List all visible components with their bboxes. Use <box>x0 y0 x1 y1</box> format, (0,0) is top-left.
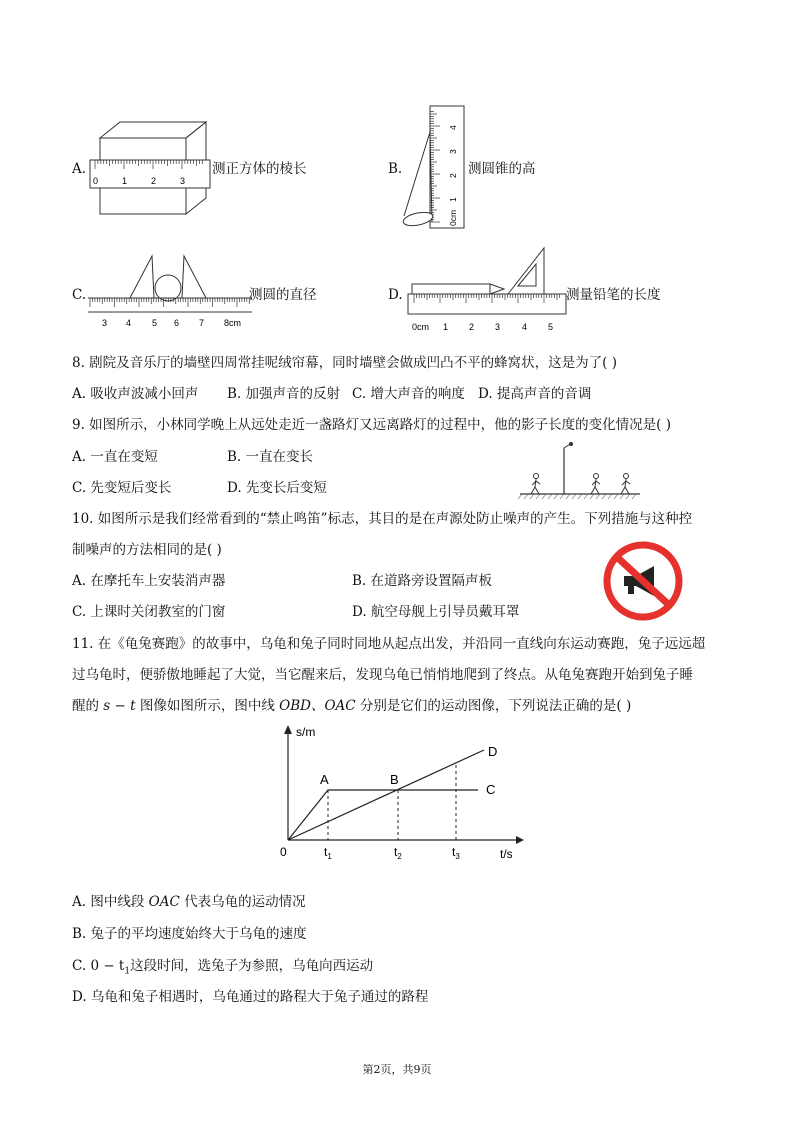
q7-option-a-caption: 测正方体的棱长 <box>212 161 307 177</box>
q7-d-tick-0: 0cm <box>412 322 430 332</box>
q7-b-tick-1: 1 <box>448 197 458 202</box>
graph-point-b: B <box>390 772 399 787</box>
q7-d-tick-5: 5 <box>548 322 554 332</box>
graph-tick-t1: $t_1$ <box>324 845 332 861</box>
q7-c-tick-4: 7 <box>199 318 205 328</box>
q11-stem-line3-part-c: 分别是它们的运动图像，下列说法正确的是( ) <box>359 698 632 714</box>
q10-stem-line2: 制噪声的方法相同的是( ) <box>72 542 222 558</box>
q8-option-d: D. 提高声音的音调 <box>478 386 592 402</box>
q7-d-tick-2: 2 <box>469 322 475 332</box>
q11-option-a-math: OAC <box>148 894 180 910</box>
q11-st-graph <box>270 722 526 868</box>
q10-option-a: A. 在摩托车上安装消声器 <box>72 573 226 589</box>
q7-b-tick-2: 2 <box>448 173 458 178</box>
q11-option-c-part2: 这段时间，选兔子为参照，乌龟向西运动 <box>130 958 374 974</box>
q11-stem-line3-part-a: 醒的 <box>72 698 99 714</box>
q10-option-b: B. 在道路旁设置隔声板 <box>352 573 493 589</box>
q7-a-tick-2: 2 <box>151 176 157 186</box>
q7-option-d-caption: 测量铅笔的长度 <box>566 287 661 303</box>
graph-xlabel: t/s <box>500 847 513 861</box>
q11-option-a-part1: A. 图中线段 <box>72 894 145 910</box>
line-obd <box>288 750 484 840</box>
q11-stem-math-lines: OBD、OAC <box>279 698 356 714</box>
q7-option-d-letter: D. <box>388 287 403 303</box>
q7-d-tick-1: 1 <box>443 322 449 332</box>
graph-origin: 0 <box>280 845 287 859</box>
q7-b-tick-3: 3 <box>448 149 458 154</box>
q7-b-tick-4: 4 <box>448 125 458 130</box>
q11-stem-math-st: s − t <box>103 698 136 714</box>
q9-option-a: A. 一直在变短 <box>72 449 158 465</box>
walker-figure-1 <box>531 474 540 495</box>
q7-c-tick-1: 4 <box>126 318 132 328</box>
q7-c-circle-ruler-figure <box>86 248 254 334</box>
q7-c-tick-3: 6 <box>174 318 180 328</box>
q11-option-c <box>72 957 373 981</box>
q11-option-b: B. 兔子的平均速度始终大于乌龟的速度 <box>72 926 307 942</box>
walker-figure-2 <box>591 474 600 495</box>
q7-d-pencil-ruler-figure <box>404 246 570 336</box>
q7-a-tick-1: 1 <box>122 176 128 186</box>
q7-option-c-caption: 测圆的直径 <box>249 287 317 303</box>
q11-option-a-part2: 代表乌龟的运动情况 <box>184 894 306 910</box>
graph-point-a: A <box>320 772 329 787</box>
q10-option-d: D. 航空母舰上引导员戴耳罩 <box>352 604 520 620</box>
q7-c-tick-2: 5 <box>152 318 158 328</box>
q9-option-b: B. 一直在变长 <box>227 449 314 465</box>
graph-point-d: D <box>488 744 498 759</box>
q7-option-c-letter: C. <box>72 287 87 303</box>
q7-a-tick-3: 3 <box>180 176 186 186</box>
q7-b-cone-ruler-figure <box>398 104 468 232</box>
graph-point-c: C <box>486 782 496 797</box>
graph-tick-t2: $t_2$ <box>394 845 402 861</box>
q8-option-a: A. 吸收声波减小回声 <box>72 386 199 402</box>
q11-stem-line3 <box>72 697 631 715</box>
q7-option-b-letter: B. <box>388 161 403 177</box>
graph-ylabel: s/m <box>296 725 316 739</box>
q8-option-c: C. 增大声音的响度 <box>352 386 465 402</box>
q7-d-tick-4: 4 <box>522 322 528 332</box>
page-footer: 第2页，共9页 <box>362 1063 432 1076</box>
q8-stem: 8. 剧院及音乐厅的墙壁四周常挂呢绒帘幕，同时墙壁会做成凹凸不平的蜂窝状，这是为了( ) <box>72 355 617 371</box>
q9-option-d: D. 先变长后变短 <box>227 480 327 496</box>
q7-b-tick-0: 0cm <box>448 209 458 226</box>
q8-option-b: B. 加强声音的反射 <box>227 386 341 402</box>
graph-tick-t3: $t_3$ <box>452 845 460 861</box>
q11-stem-line1: 11. 在《龟兔赛跑》的故事中，乌龟和兔子同时同地从起点出发，并沿同一直线向东运动赛跑，兔子远远超 <box>72 636 706 652</box>
q11-stem-line2: 过乌龟时，便骄傲地睡起了大觉，当它醒来后，发现乌龟已悄悄地爬到了终点。从龟兔赛跑开始到兔子睡 <box>72 667 693 683</box>
q11-option-c-sub: 1 <box>124 966 131 977</box>
q7-a-cube-ruler-figure <box>84 118 214 218</box>
walker-figure-3 <box>621 474 630 495</box>
q11-option-c-part1: C. <box>72 958 91 974</box>
q10-option-c: C. 上课时关闭教室的门窗 <box>72 604 226 620</box>
q11-stem-line3-part-b: 图像如图所示，图中线 <box>139 698 275 714</box>
q9-option-c: C. 先变短后变长 <box>72 480 172 496</box>
line-oac <box>288 790 478 840</box>
q11-option-c-math: 0 − t <box>90 958 125 974</box>
q7-option-a-letter: A. <box>72 161 87 177</box>
q7-a-tick-0: 0 <box>93 176 99 186</box>
q7-c-tick-5: 8cm <box>224 318 242 328</box>
q7-d-tick-3: 3 <box>495 322 501 332</box>
q11-option-a <box>72 893 306 911</box>
no-honking-sign-icon <box>602 540 684 622</box>
q11-option-d: D. 乌龟和兔子相遇时，乌龟通过的路程大于兔子通过的路程 <box>72 989 429 1005</box>
q7-option-b-caption: 测圆锥的高 <box>468 161 536 177</box>
q7-c-tick-0: 3 <box>102 318 108 328</box>
q9-streetlamp-figure <box>518 438 642 500</box>
q10-stem-line1: 10. 如图所示是我们经常看到的“禁止鸣笛”标志，其目的是在声源处防止噪声的产生。下列措施与这种控 <box>72 511 693 527</box>
q9-stem: 9. 如图所示，小林同学晚上从远处走近一盏路灯又远离路灯的过程中，他的影子长度的变化情况是( ) <box>72 417 671 433</box>
